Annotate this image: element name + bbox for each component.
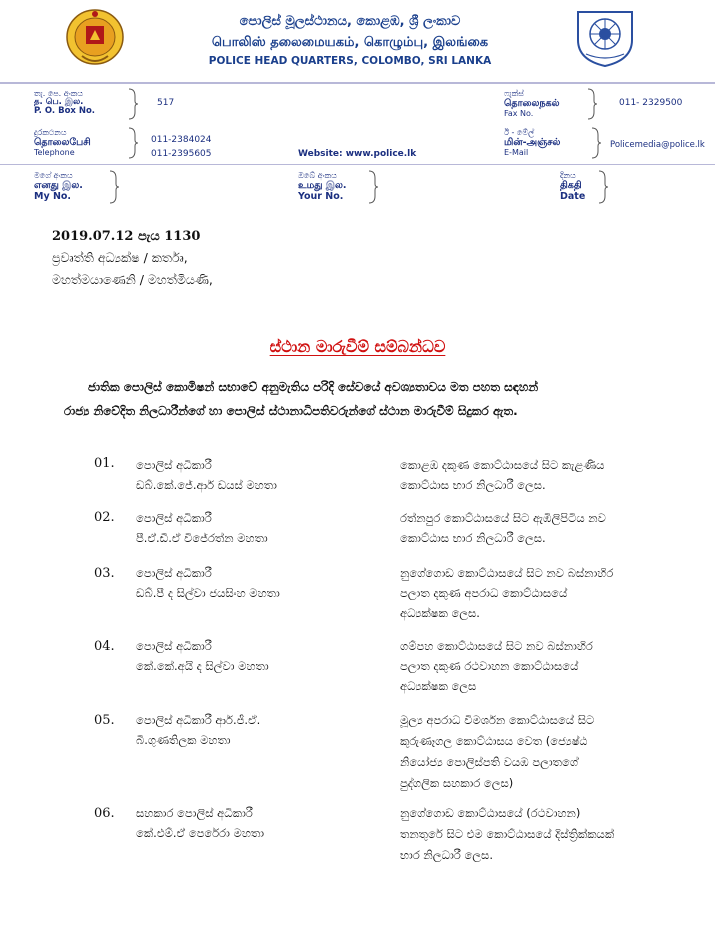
header-divider (0, 82, 715, 84)
telephone-brace (127, 127, 139, 159)
transfer-number: 04. (94, 639, 115, 654)
transfer-description: කොළඹ දකුණ කොට්ඨාසයේ සිට කැළණිය කොට්ඨාස භාර නිලධාරී ලෙස. (400, 458, 605, 492)
date-brace (597, 170, 609, 204)
transfer-number: 05. (94, 713, 115, 728)
reference-date: 2019.07.12 පැය 1130 (52, 229, 201, 244)
email-label: ඊ - මේල් மின்-அஞ்சல் E-Mail (504, 128, 561, 157)
police-emblem-icon (572, 6, 638, 68)
transfer-officer: පොලිස් අධිකාරී කේ.කේ.අයි ද සිල්වා මහතා (136, 639, 269, 673)
website-link[interactable]: Website: www.police.lk (298, 149, 417, 159)
header-title-sinhala: පොලිස් මූලස්ථානය, කොළඹ, ශ්‍රී ලංකාව (239, 14, 461, 29)
transfer-officer: පොලිස් අධිකාරී ඩබ්.පී ද සිල්වා ජයසිංහ මහතා (136, 566, 280, 600)
fax-value: 011- 2329500 (619, 98, 683, 108)
header-title-tamil: பொலிஸ் தலைமையகம், கொழும்பு, இலங்கை (211, 35, 489, 50)
transfer-officer: පොලිස් අධිකාරී පී.ඒ.ඩී.ඒ විජේරත්න මහතා (136, 511, 268, 545)
intro-line-1: ජාතික පොලිස් කොමිෂන් සභාවේ අනුමැතිය පරිදි සේවයේ අවශ්‍යතාවය මත පහත සඳහන් (88, 380, 539, 394)
my-no-brace (108, 170, 120, 204)
transfer-number: 03. (94, 566, 115, 581)
email-link[interactable]: Policemedia@police.lk (610, 140, 705, 150)
transfer-description: නුගේගොඩ කොට්ඨාසයේ සිට නව බස්නාහිර පලාත දකුණ අපරාධ කොට්ඨාසයේ අධ්‍යක්ෂක ලෙස. (400, 566, 614, 620)
transfer-description: මූල්‍ය අපරාධ විමර්ශන කොට්ඨාසයේ සිට කුරුණෑගල කොට්ඨාසය වෙත (ජ්‍යෙෂ්ඨ නියෝජ්‍ය පොලිස්පති වයඹ පලාතගේ පුද්ගලික සහකාර ලෙස) (400, 713, 595, 790)
telephone-value-2: 011-2395605 (151, 149, 212, 159)
transfer-number: 01. (94, 456, 115, 471)
email-brace (590, 127, 602, 159)
your-no-brace (367, 170, 379, 204)
your-no-label: ඔබේ අංකය உமது இல. Your No. (298, 171, 347, 202)
telephone-value-1: 011-2384024 (151, 135, 212, 145)
pobox-label: තැ. පෙ. අංකය த. பெ. இல. P. O. Box No. (34, 89, 96, 116)
fax-brace (586, 88, 598, 120)
fax-label: ෆැක්ස් தொலைநகல் Fax No. (504, 89, 560, 118)
salutation-line: මහත්මයාණෙනි / මහත්මියණි, (52, 272, 213, 287)
header-divider-2 (0, 164, 715, 165)
intro-line-2: රාජ්‍ය නිවේදිත නිලධාරීන්ගේ හා පොලිස් ස්ථානාධිපතිවරුන්ගේ ස්ථාන මාරුවීම් සිදුකර ඇත. (64, 404, 518, 418)
pobox-brace (127, 88, 139, 120)
subject-heading: ස්ථාන මාරුවීම් සම්බන්ධව (269, 337, 446, 356)
transfer-officer: පොලිස් අධිකාරී ඩබ්.කේ.ජේ.ආර් ඩයස් මහතා (136, 458, 277, 492)
transfer-number: 06. (94, 806, 115, 821)
header-title-english: POLICE HEAD QUARTERS, COLOMBO, SRI LANKA (208, 55, 492, 67)
date-label: දිනය திகதி Date (560, 171, 586, 202)
transfer-officer: සහකාර පොලිස් අධිකාරී කේ.එම්.ඒ පෙරේරා මහතා (136, 806, 264, 840)
recipient-line: ප්‍රවෘත්ති අධ්‍යක්ෂ / කර්තෘ, (52, 250, 188, 265)
transfer-description: ගම්පහ කොට්ඨාසයේ සිට නව බස්නාහිර පලාත දකුණ රථවාහන කොට්ඨාසයේ අධ්‍යක්ෂක ලෙස (400, 639, 593, 693)
telephone-label: දුරකථනය தொலைபேசி Telephone (34, 128, 91, 157)
transfer-number: 02. (94, 510, 115, 525)
transfer-description: රත්නපුර කොට්ඨාසයේ සිට ඇඹිලිපිටිය නව කොට්ඨාස භාර නිලධාරී ලෙස. (400, 511, 606, 545)
transfer-officer: පොලිස් අධිකාරී ආර්.ජී.ඒ. බී.ගුණතිලක මහතා (136, 713, 261, 747)
pobox-value: 517 (157, 98, 175, 108)
transfer-description: නුගේගොඩ කොට්ඨාසයේ (රථවාහන) තනතුරේ සිට එම කොට්ඨාසයේ දිස්ත්‍රික්කයක් භාර නිලධාරී ලෙස. (400, 806, 615, 862)
coat-of-arms-icon (62, 6, 128, 68)
my-no-label: මගේ අංකය எனது இல. My No. (34, 171, 83, 202)
